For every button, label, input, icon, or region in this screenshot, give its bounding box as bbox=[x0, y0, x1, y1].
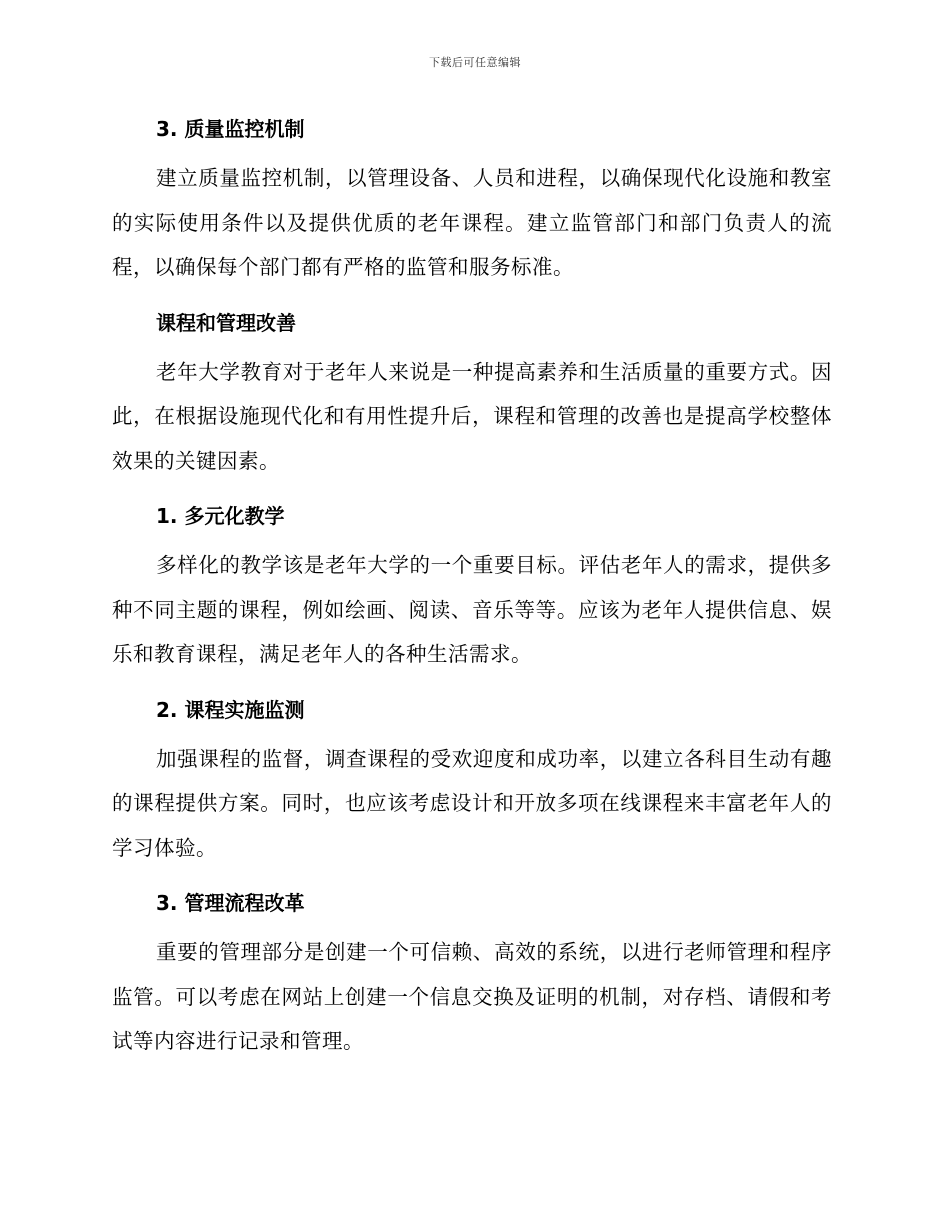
section-heading-course-monitoring: 2. 课程实施监测 bbox=[156, 697, 305, 722]
section-paragraph-diverse-teaching: 多样化的教学该是老年大学的一个重要目标。评估老年人的需求，提供多种不同主题的课程，例如绘画、阅读、音乐等等。应该为老年人提供信息、娱乐和教育课程，满足老年人的各种生活需求。 bbox=[112, 553, 832, 666]
section-heading-quality-monitoring: 3. 质量监控机制 bbox=[156, 117, 305, 141]
section-heading-process-reform: 3. 管理流程改革 bbox=[156, 891, 305, 915]
section-paragraph-quality-monitoring: 建立质量监控机制，以管理设备、人员和进程，以确保现代化设施和教室的实际使用条件以及提供优质的老年课程。建立监管部门和部门负责人的流程，以确保每个部门都有严格的监管和服务标准。 bbox=[112, 166, 832, 279]
section-paragraph-course-monitoring: 加强课程的监督，调查课程的受欢迎度和成功率，以建立各科目生动有趣的课程提供方案。同时，也应该考虑设计和开放多项在线课程来丰富老年人的学习体验。 bbox=[112, 746, 832, 860]
section-paragraph-process-reform: 重要的管理部分是创建一个可信赖、高效的系统，以进行老师管理和程序监管。可以考虑在网站上创建一个信息交换及证明的机制，对存档、请假和考试等内容进行记录和管理。 bbox=[112, 940, 832, 1053]
page-header-note: 下载后可任意编辑 bbox=[429, 56, 521, 69]
document-body bbox=[112, 108, 832, 1076]
section-heading-course-management: 课程和管理改善 bbox=[156, 310, 296, 335]
section-paragraph-course-management: 老年大学教育对于老年人来说是一种提高素养和生活质量的重要方式。因此，在根据设施现代化和有用性提升后，课程和管理的改善也是提高学校整体效果的关键因素。 bbox=[112, 359, 832, 473]
section-heading-diverse-teaching: 1. 多元化教学 bbox=[156, 504, 285, 528]
